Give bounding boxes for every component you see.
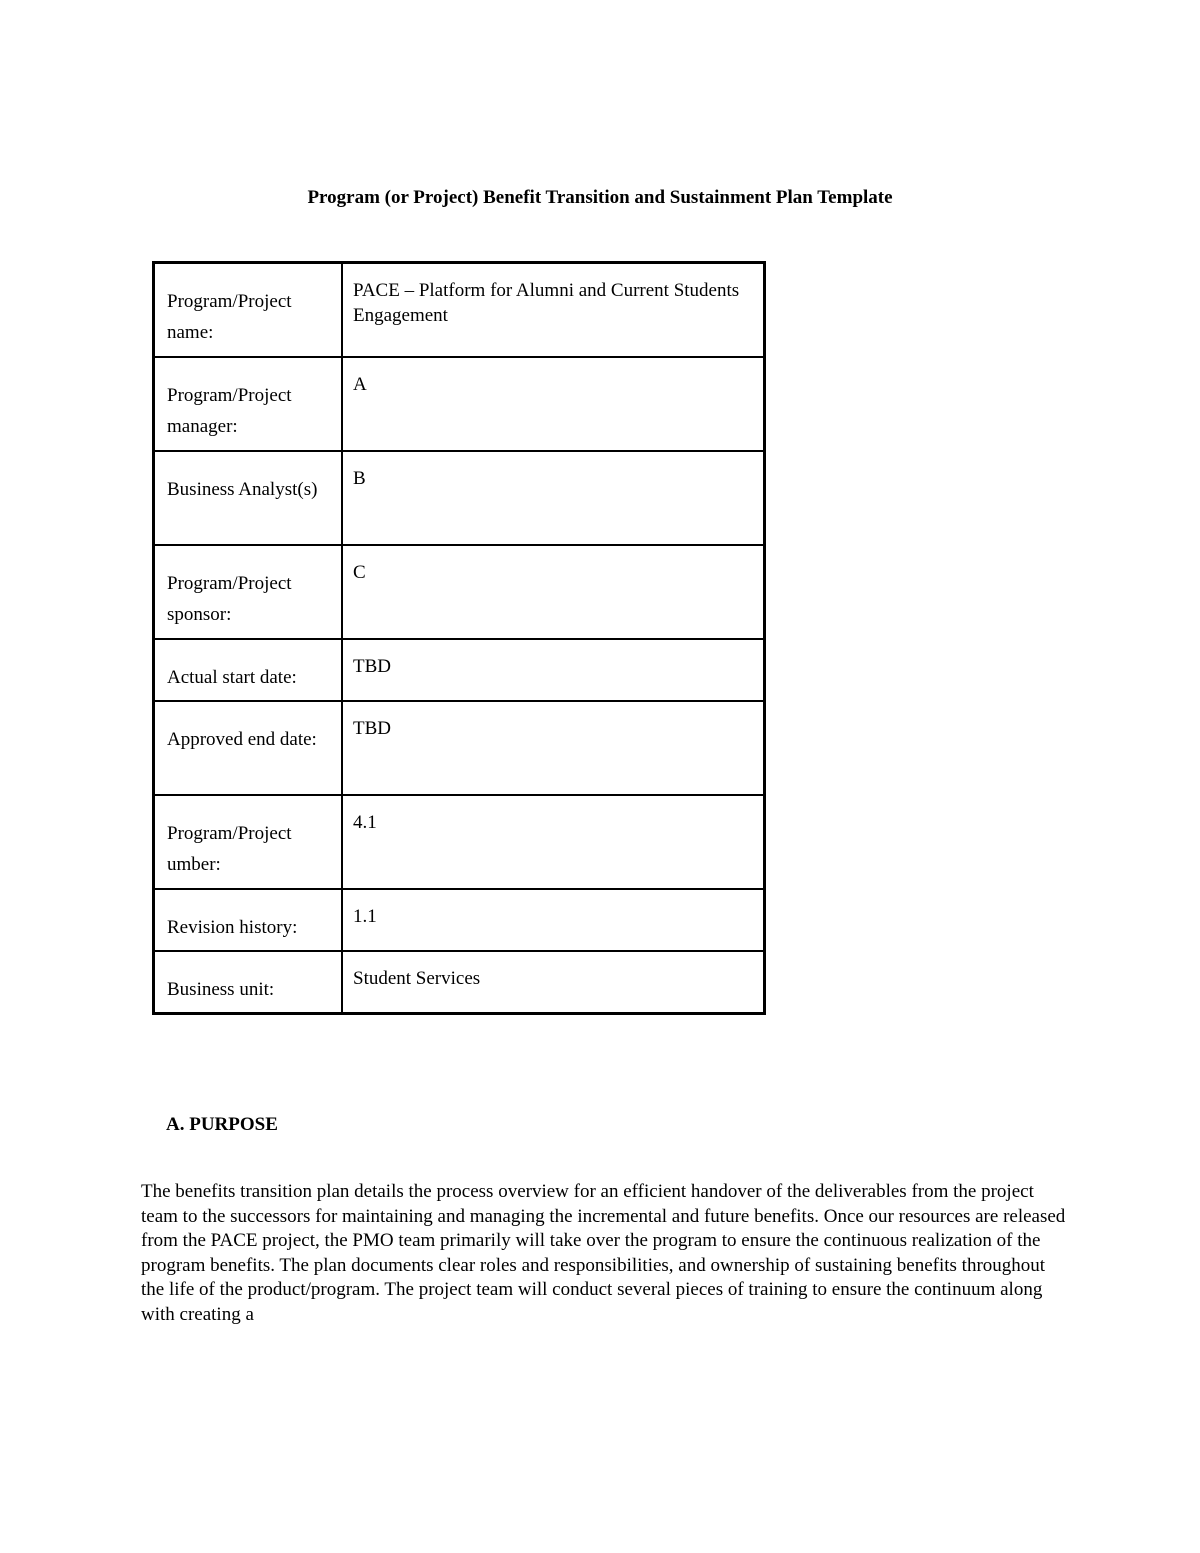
revision-history-value: 1.1 bbox=[353, 906, 377, 927]
program-name-label: Program/Project name: bbox=[167, 291, 292, 343]
business-analyst-label: Business Analyst(s) bbox=[167, 479, 318, 500]
program-number-value-cell bbox=[342, 795, 765, 889]
end-date-value: TBD bbox=[353, 718, 391, 739]
table-row bbox=[154, 545, 765, 639]
business-analyst-value-cell bbox=[342, 451, 765, 545]
table-row bbox=[154, 701, 765, 795]
program-sponsor-label: Program/Project sponsor: bbox=[167, 573, 292, 625]
end-date-label: Approved end date: bbox=[167, 729, 317, 750]
program-number-label: Program/Project umber: bbox=[167, 823, 292, 875]
purpose-paragraph: The benefits transition plan details the process overview for an efficient handover of the deliverables from the project team to the successors for maintaining and managing the incremental and future benefits. Once our resources are released from the PACE project, the PMO team primarily will take over the program to ensure the continuous realization of the program benefits. The plan documents clear roles and responsibilities, and ownership of sustaining benefits throughout the life of the product/program. The project team will conduct several pieces of training to ensure the continuum along with creating a bbox=[141, 1181, 1066, 1325]
table-row bbox=[154, 639, 765, 701]
business-unit-label: Business unit: bbox=[167, 979, 275, 1000]
program-sponsor-value-cell bbox=[342, 545, 765, 639]
table-row bbox=[154, 951, 765, 1014]
project-info-table bbox=[152, 261, 766, 1015]
start-date-value: TBD bbox=[353, 656, 391, 677]
end-date-value-cell bbox=[342, 701, 765, 795]
start-date-label-cell bbox=[154, 639, 343, 701]
program-name-value-cell bbox=[342, 263, 765, 358]
program-number-value: 4.1 bbox=[353, 812, 377, 833]
program-name-value: PACE – Platform for Alumni and Current Students Engagement bbox=[353, 280, 740, 326]
start-date-value-cell bbox=[342, 639, 765, 701]
table-row bbox=[154, 451, 765, 545]
revision-history-value-cell bbox=[342, 889, 765, 951]
program-manager-label: Program/Project manager: bbox=[167, 385, 292, 437]
program-sponsor-value: C bbox=[353, 562, 366, 583]
revision-history-label-cell bbox=[154, 889, 343, 951]
table-row bbox=[154, 889, 765, 951]
start-date-label: Actual start date: bbox=[167, 667, 297, 688]
table-row bbox=[154, 357, 765, 451]
business-unit-value-cell bbox=[342, 951, 765, 1014]
program-sponsor-label-cell bbox=[154, 545, 343, 639]
program-manager-label-cell bbox=[154, 357, 343, 451]
business-analyst-label-cell bbox=[154, 451, 343, 545]
business-unit-label-cell bbox=[154, 951, 343, 1014]
business-unit-value: Student Services bbox=[353, 968, 481, 989]
program-name-label-cell bbox=[154, 263, 343, 358]
table-row bbox=[154, 263, 765, 358]
document-title: Program (or Project) Benefit Transition and Sustainment Plan Template bbox=[307, 187, 893, 208]
program-manager-value-cell bbox=[342, 357, 765, 451]
program-manager-value: A bbox=[353, 374, 367, 395]
purpose-heading: A. PURPOSE bbox=[166, 1114, 278, 1135]
business-analyst-value: B bbox=[353, 468, 366, 489]
table-row bbox=[154, 795, 765, 889]
end-date-label-cell bbox=[154, 701, 343, 795]
revision-history-label: Revision history: bbox=[167, 917, 298, 938]
program-number-label-cell bbox=[154, 795, 343, 889]
